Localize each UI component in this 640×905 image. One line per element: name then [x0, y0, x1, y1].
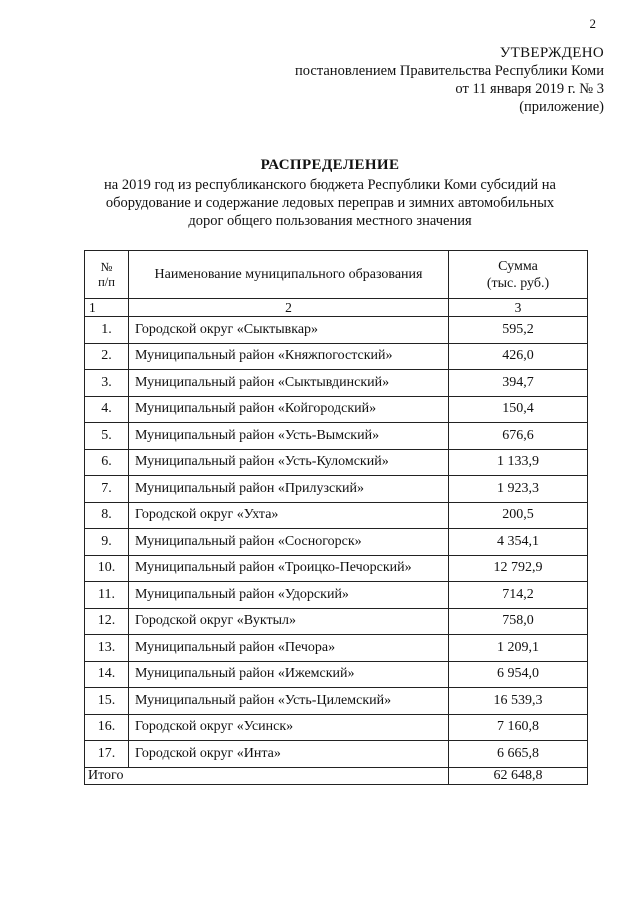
approval-line-3: (приложение) [519, 99, 604, 115]
subsidy-amount: 1 923,3 [449, 476, 588, 503]
municipality-name: Муниципальный район «Сосногорск» [129, 529, 449, 556]
municipality-name: Городской округ «Инта» [129, 741, 449, 768]
header-number-line-2: п/п [98, 274, 115, 289]
title-line-1: на 2019 год из республиканского бюджета Республики Коми субсидий на [104, 177, 556, 193]
municipality-name: Муниципальный район «Троицко-Печорский» [129, 555, 449, 582]
municipality-name: Муниципальный район «Удорский» [129, 582, 449, 609]
table-row [85, 741, 588, 768]
subsidy-amount: 1 209,1 [449, 635, 588, 662]
municipality-name: Муниципальный район «Усть-Вымский» [129, 423, 449, 450]
header-sum [449, 251, 588, 299]
distribution-table [84, 250, 588, 785]
approval-stamp [295, 44, 604, 116]
municipality-name: Городской округ «Усинск» [129, 714, 449, 741]
table-row [85, 370, 588, 397]
subsidy-amount: 12 792,9 [449, 555, 588, 582]
header-number-line-1: № [100, 259, 113, 274]
title-line-3: дорог общего пользования местного значения [188, 213, 472, 229]
row-number: 6. [85, 449, 129, 476]
table-row [85, 582, 588, 609]
row-number: 2. [85, 343, 129, 370]
row-number: 4. [85, 396, 129, 423]
table-row [85, 661, 588, 688]
subsidy-amount: 16 539,3 [449, 688, 588, 715]
municipality-name: Муниципальный район «Княжпогостский» [129, 343, 449, 370]
table-row [85, 529, 588, 556]
municipality-name: Муниципальный район «Прилузский» [129, 476, 449, 503]
subsidy-amount: 426,0 [449, 343, 588, 370]
row-number: 11. [85, 582, 129, 609]
row-number: 13. [85, 635, 129, 662]
column-index-row [85, 299, 588, 317]
document-title [70, 156, 590, 230]
row-number: 1. [85, 317, 129, 344]
subsidy-amount: 7 160,8 [449, 714, 588, 741]
subsidy-amount: 676,6 [449, 423, 588, 450]
subsidy-amount: 714,2 [449, 582, 588, 609]
row-number: 12. [85, 608, 129, 635]
approval-line-1: постановлением Правительства Республики Коми [295, 63, 604, 79]
header-name: Наименование муниципального образования [129, 251, 449, 299]
header-number [85, 251, 129, 299]
table-row [85, 317, 588, 344]
subsidy-amount: 6 954,0 [449, 661, 588, 688]
table-row [85, 714, 588, 741]
header-sum-line-2: (тыс. руб.) [486, 275, 550, 291]
approval-line-2: от 11 января 2019 г. № 3 [455, 81, 604, 97]
table-row [85, 449, 588, 476]
subsidy-amount: 150,4 [449, 396, 588, 423]
subsidy-amount: 200,5 [449, 502, 588, 529]
total-amount: 62 648,8 [449, 767, 588, 784]
page-number: 2 [589, 16, 596, 31]
municipality-name: Муниципальный район «Печора» [129, 635, 449, 662]
municipality-name: Муниципальный район «Усть-Цилемский» [129, 688, 449, 715]
table-row [85, 476, 588, 503]
title-heading: РАСПРЕДЕЛЕНИЕ [260, 157, 400, 173]
table-row [85, 502, 588, 529]
header-sum-line-1: Сумма [498, 258, 538, 274]
municipality-name: Муниципальный район «Сыктывдинский» [129, 370, 449, 397]
row-number: 7. [85, 476, 129, 503]
column-index-1: 1 [85, 299, 129, 317]
subsidy-amount: 4 354,1 [449, 529, 588, 556]
table-row [85, 688, 588, 715]
subsidy-amount: 758,0 [449, 608, 588, 635]
subsidy-amount: 394,7 [449, 370, 588, 397]
title-line-2: оборудование и содержание ледовых переправ и зимних автомобильных [105, 195, 555, 211]
table-row [85, 423, 588, 450]
table-row [85, 396, 588, 423]
total-label: Итого [85, 767, 449, 784]
municipality-name: Городской округ «Ухта» [129, 502, 449, 529]
municipality-name: Городской округ «Сыктывкар» [129, 317, 449, 344]
total-row [85, 767, 588, 784]
table-row [85, 608, 588, 635]
table-row [85, 343, 588, 370]
subsidy-amount: 595,2 [449, 317, 588, 344]
municipality-name: Городской округ «Вуктыл» [129, 608, 449, 635]
column-index-3: 3 [449, 299, 588, 317]
subsidy-amount: 1 133,9 [449, 449, 588, 476]
row-number: 17. [85, 741, 129, 768]
subsidy-amount: 6 665,8 [449, 741, 588, 768]
row-number: 15. [85, 688, 129, 715]
approval-heading: УТВЕРЖДЕНО [499, 45, 604, 61]
row-number: 8. [85, 502, 129, 529]
row-number: 5. [85, 423, 129, 450]
row-number: 16. [85, 714, 129, 741]
table-row [85, 635, 588, 662]
table-row [85, 555, 588, 582]
municipality-name: Муниципальный район «Койгородский» [129, 396, 449, 423]
municipality-name: Муниципальный район «Ижемский» [129, 661, 449, 688]
municipality-name: Муниципальный район «Усть-Куломский» [129, 449, 449, 476]
row-number: 14. [85, 661, 129, 688]
row-number: 9. [85, 529, 129, 556]
column-index-2: 2 [129, 299, 449, 317]
row-number: 3. [85, 370, 129, 397]
row-number: 10. [85, 555, 129, 582]
table-header-row [85, 251, 588, 299]
